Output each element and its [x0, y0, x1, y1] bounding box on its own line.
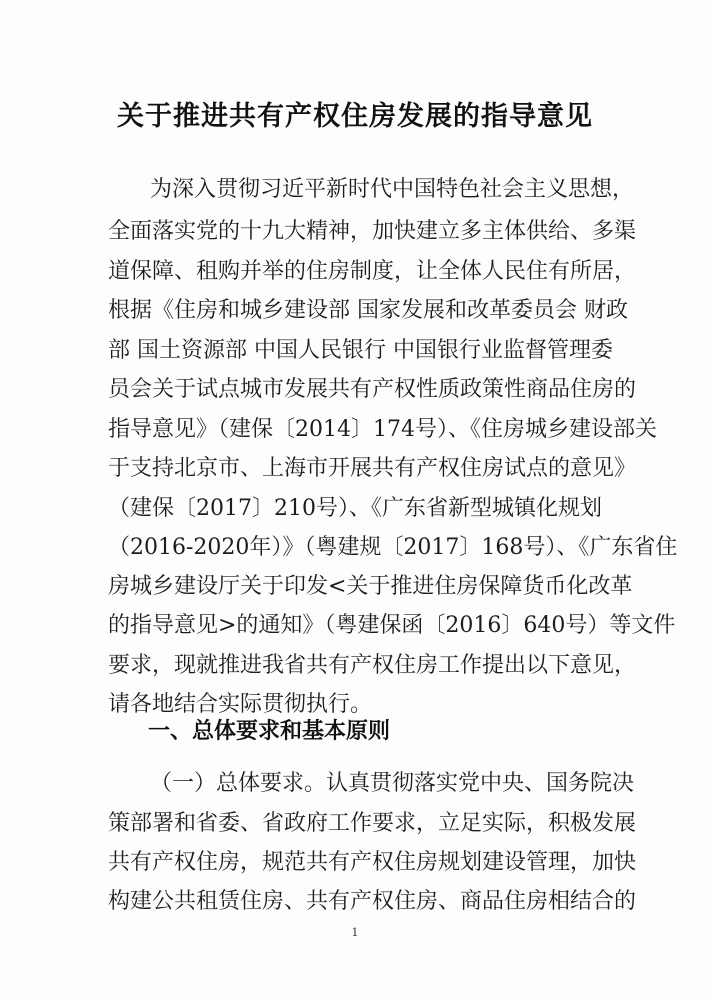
text-line: 策部署和省委、省政府工作要求，立足实际，积极发展 — [108, 811, 637, 836]
text-line: （2016-2020年）》（粤建规〔2017〕168号）、《广东省住 — [108, 535, 678, 560]
document-title: 关于推进共有产权住房发展的指导意见 — [117, 101, 593, 132]
text-line: 全面落实党的十九大精神，加快建立多主体供给、多渠 — [108, 219, 637, 244]
text-line: 请各地结合实际贯彻执行。 — [108, 692, 373, 717]
text-line: 共有产权住房，规范共有产权住房规划建设管理，加快 — [108, 850, 637, 875]
text-line: 员会关于试点城市发展共有产权性质政策性商品住房的 — [108, 377, 637, 402]
text-line: 的指导意见>的通知》（粤建保函〔2016〕640号）等文件 — [108, 613, 676, 638]
text-line: 房城乡建设厅关于印发<关于推进住房保障货币化改革 — [108, 574, 633, 599]
page-number: 1 — [351, 926, 359, 939]
text-line: 于支持北京市、上海市开展共有产权住房试点的意见》 — [108, 456, 637, 481]
section-heading: 一、总体要求和基本原则 — [148, 719, 391, 744]
text-line: 根据《住房和城乡建设部 国家发展和改革委员会 财政 — [108, 298, 628, 323]
text-line: 道保障、租购并举的住房制度，让全体人民住有所居， — [108, 259, 637, 284]
text-line: 部 国土资源部 中国人民银行 中国银行业监督管理委 — [108, 338, 613, 363]
text-line: 要求，现就推进我省共有产权住房工作提出以下意见， — [108, 653, 637, 678]
text-line: 为深入贯彻习近平新时代中国特色社会主义思想， — [150, 177, 635, 202]
text-line: 指导意见》（建保〔2014〕174号）、《住房城乡建设部关 — [108, 417, 657, 442]
text-line: （一）总体要求。认真贯彻落实党中央、国务院决 — [150, 771, 635, 796]
text-line: （建保〔2017〕210号）、《广东省新型城镇化规划 — [108, 496, 602, 521]
text-line: 构建公共租赁住房、共有产权住房、商品住房相结合的 — [108, 889, 637, 914]
